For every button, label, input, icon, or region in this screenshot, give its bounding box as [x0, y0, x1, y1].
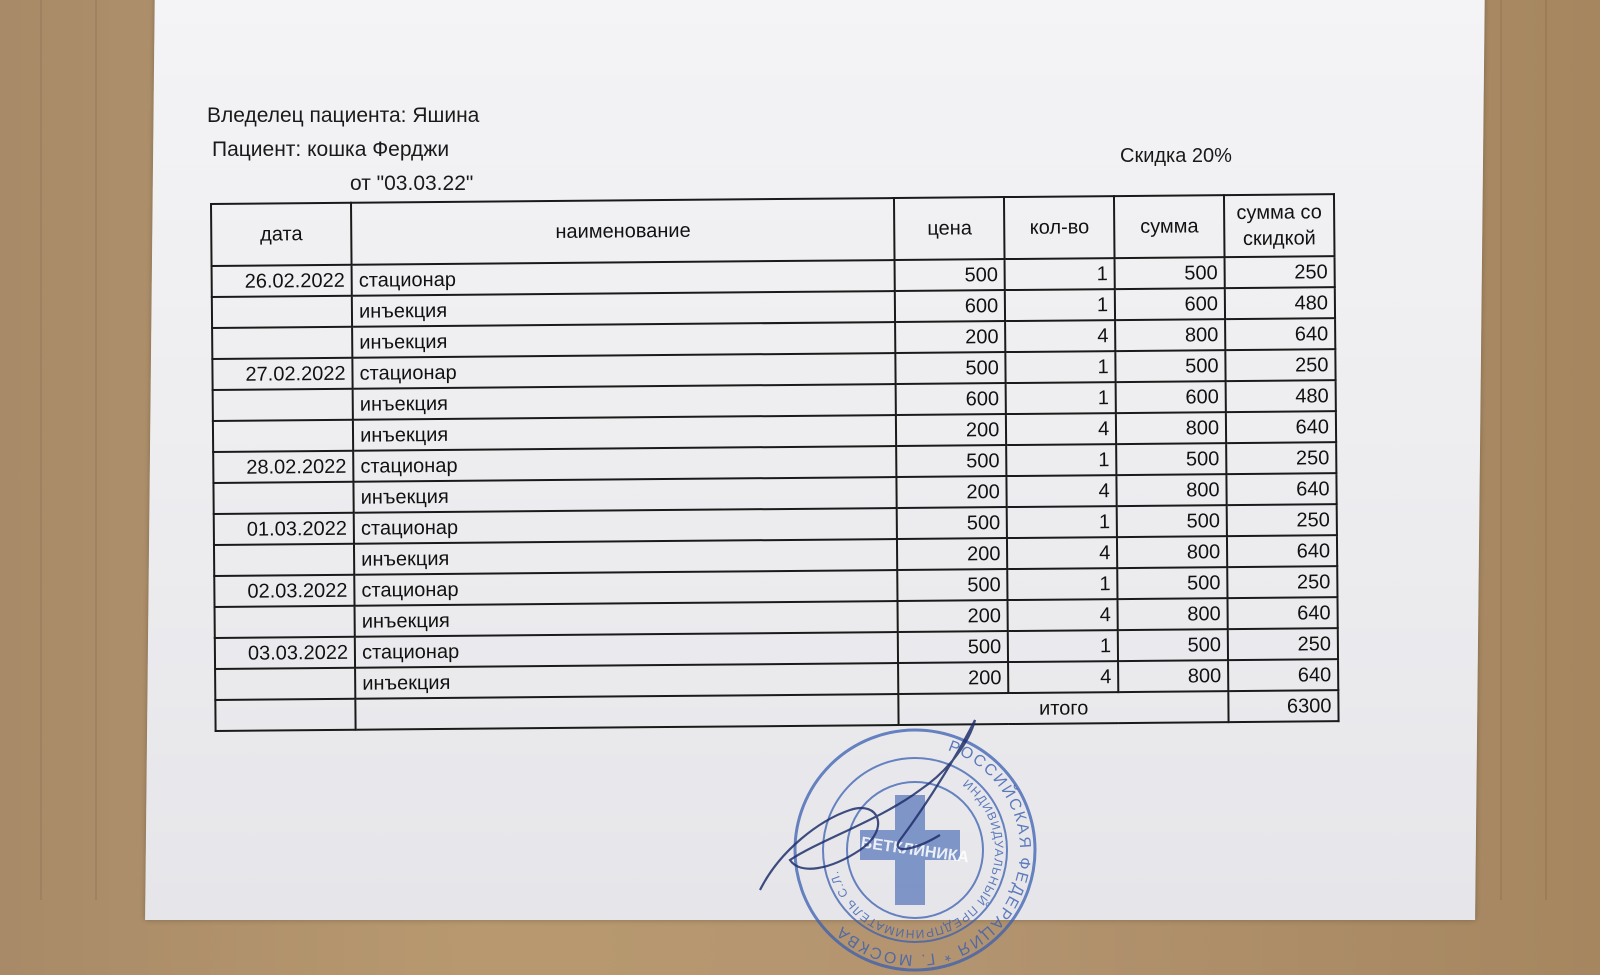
cell-date: 27.02.2022: [212, 358, 352, 390]
cell-qty: 1: [1008, 568, 1118, 600]
cell-date: [214, 544, 354, 576]
col-header-discounted-line2: скидкой: [1242, 227, 1316, 250]
cell-date: 28.02.2022: [213, 451, 353, 483]
cell-date: [212, 296, 352, 328]
cell-name: стационар: [352, 353, 896, 389]
cell-date: [213, 482, 353, 514]
cell-name: инъекция: [353, 384, 897, 420]
cell-qty: 1: [1005, 289, 1115, 321]
cell-date: 03.03.2022: [215, 637, 355, 669]
cell-price: 200: [898, 662, 1008, 694]
stamp-center-text: ВЕТКЛИНИКА: [859, 834, 971, 867]
cell-name: инъекция: [354, 477, 898, 513]
cell-date: 26.02.2022: [212, 265, 352, 297]
cell-price: 200: [896, 321, 1006, 353]
cell-qty: 4: [1007, 537, 1117, 569]
cell-sum: 600: [1116, 381, 1226, 413]
cell-price: 500: [898, 569, 1008, 601]
cell-discounted: 640: [1227, 535, 1337, 567]
cell-sum: 500: [1115, 257, 1225, 289]
cell-name: инъекция: [352, 322, 896, 358]
cell-sum: 500: [1118, 629, 1228, 661]
cell-sum: 800: [1117, 474, 1227, 506]
col-header-date: дата: [211, 203, 352, 266]
table-header-row: [211, 194, 1334, 266]
cell-sum: 500: [1116, 350, 1226, 382]
cell-discounted: 250: [1226, 442, 1336, 474]
cell-price: 500: [898, 631, 1008, 663]
cell-price: 200: [897, 476, 1007, 508]
invoice-table: [210, 193, 1340, 732]
cell-qty: 4: [1005, 320, 1115, 352]
cell-name: стационар: [353, 446, 897, 482]
cell-name: инъекция: [352, 291, 896, 327]
cell-name: инъекция: [355, 663, 899, 699]
cell-sum: 800: [1118, 598, 1228, 630]
cell-date: [213, 420, 353, 452]
cell-qty: 1: [1006, 382, 1116, 414]
cell-sum: 500: [1117, 505, 1227, 537]
cell-name: инъекция: [354, 539, 898, 575]
invoice-body: [212, 256, 1339, 731]
cell-price: 600: [896, 383, 1006, 415]
cell-sum: 800: [1118, 660, 1228, 692]
cell-date: [215, 606, 355, 638]
cell-qty: 1: [1007, 506, 1117, 538]
col-header-discounted: [1224, 194, 1334, 257]
cell-name: стационар: [352, 260, 896, 296]
cell-price: 500: [896, 352, 1006, 384]
invoice-table-wrapper: [210, 193, 1340, 732]
cell-sum: 500: [1117, 567, 1227, 599]
cell-date: [213, 389, 353, 421]
cell-date: [215, 668, 355, 700]
cell-sum: 600: [1115, 288, 1225, 320]
col-header-sum: сумма: [1114, 195, 1224, 258]
cell-qty: 4: [1006, 413, 1116, 445]
signature-icon: [740, 700, 1000, 900]
cell-price: 600: [895, 290, 1005, 322]
cell-price: 500: [895, 259, 1005, 291]
cell-price: 200: [896, 414, 1006, 446]
cell-empty: [215, 699, 355, 731]
cell-qty: 1: [1006, 351, 1116, 383]
cell-sum: 500: [1116, 443, 1226, 475]
cell-date: [212, 327, 352, 359]
total-value: 6300: [1228, 690, 1338, 722]
cell-discounted: 640: [1228, 659, 1338, 691]
cell-discounted: 480: [1226, 380, 1336, 412]
cell-name: стационар: [354, 508, 898, 544]
cell-name: инъекция: [353, 415, 897, 451]
cell-qty: 4: [1008, 661, 1118, 693]
cell-discounted: 250: [1225, 349, 1335, 381]
patient-line: Пациент: кошка Ферджи: [212, 138, 450, 161]
col-header-price: цена: [894, 197, 1004, 260]
cell-discounted: 250: [1228, 628, 1338, 660]
cell-discounted: 480: [1225, 287, 1335, 319]
total-label: итого: [899, 691, 1229, 725]
cell-sum: 800: [1116, 412, 1226, 444]
cell-price: 500: [897, 445, 1007, 477]
col-header-discounted-line1: сумма со: [1236, 201, 1322, 225]
cell-discounted: 640: [1226, 411, 1336, 443]
cell-qty: 1: [1008, 630, 1118, 662]
cell-qty: 1: [1005, 258, 1115, 290]
cell-qty: 4: [1007, 475, 1117, 507]
cell-name: стационар: [355, 632, 899, 668]
discount-label: Скидка 20%: [1120, 145, 1232, 167]
cell-date: 02.03.2022: [214, 575, 354, 607]
invoice-date: от "03.03.22": [350, 172, 474, 195]
cell-price: 500: [897, 507, 1007, 539]
cell-date: 01.03.2022: [214, 513, 354, 545]
cell-discounted: 250: [1227, 566, 1337, 598]
cell-qty: 4: [1008, 599, 1118, 631]
stamp-ring-text: РОССИЙСКАЯ ФЕДЕРАЦИЯ * Г. МОСКВА: [832, 737, 1034, 969]
col-header-name: наименование: [351, 198, 895, 265]
cell-sum: 800: [1117, 536, 1227, 568]
cell-name: инъекция: [355, 601, 899, 637]
cell-qty: 1: [1006, 444, 1116, 476]
cell-discounted: 640: [1225, 318, 1335, 350]
col-header-qty: кол-во: [1004, 196, 1114, 259]
cell-discounted: 250: [1227, 504, 1337, 536]
cell-price: 200: [898, 600, 1008, 632]
cell-discounted: 640: [1228, 597, 1338, 629]
cell-name: стационар: [354, 570, 898, 606]
cell-price: 200: [897, 538, 1007, 570]
stamp-inner-text: ИНДИВИДУАЛЬНЫЙ ПРЕДПРИНИМАТЕЛЬ С.Л.: [826, 776, 1007, 942]
owner-line: Вледелец пациента: Яшина: [207, 104, 480, 127]
cell-discounted: 250: [1225, 256, 1335, 288]
cell-sum: 800: [1115, 319, 1225, 351]
cell-discounted: 640: [1226, 473, 1336, 505]
